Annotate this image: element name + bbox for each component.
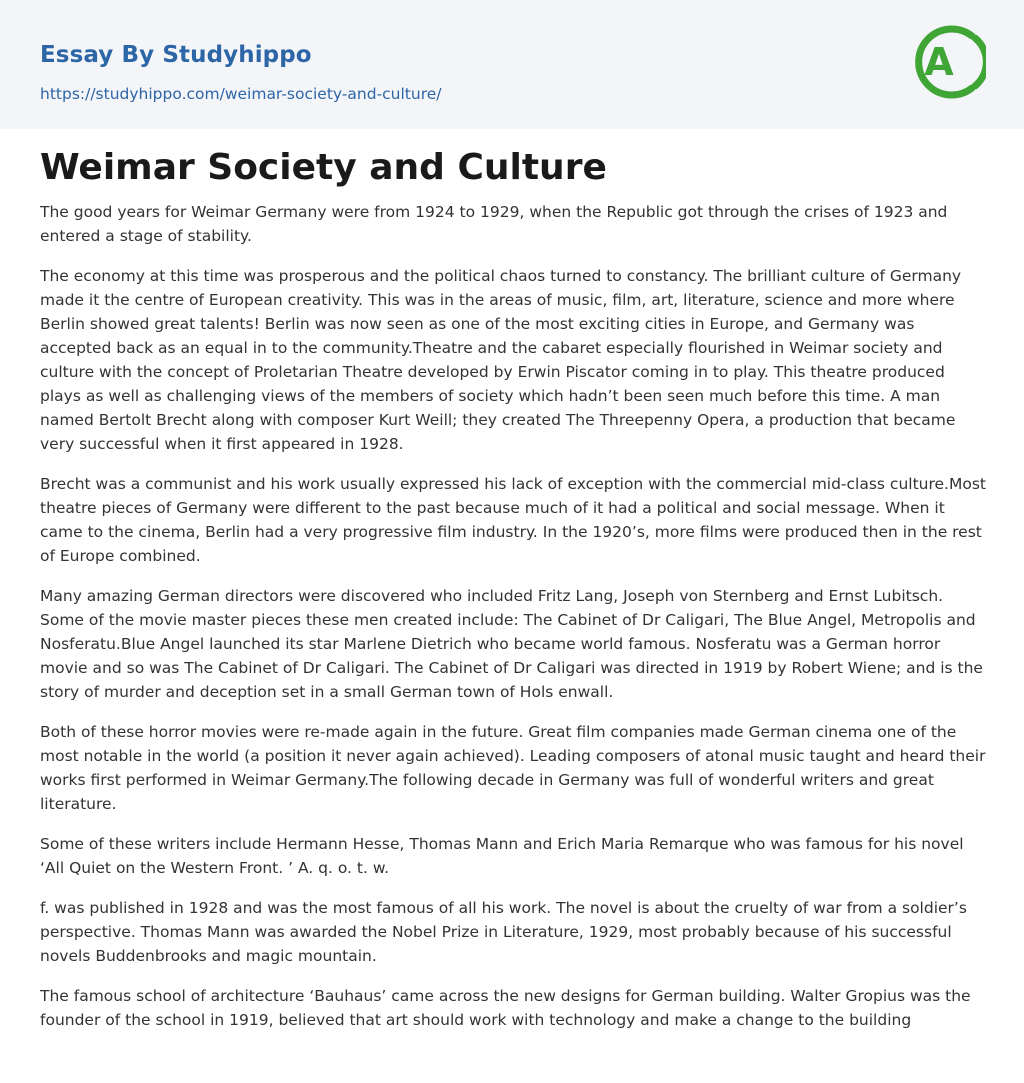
site-header	[0, 0, 1024, 129]
paragraph: The good years for Weimar Germany were from 1924 to 1929, when the Republic got through the crises of 1923 and entered a stage of stability.	[40, 203, 948, 245]
studyhippo-logo-icon[interactable]	[912, 18, 986, 106]
paragraph: The economy at this time was prosperous and the political chaos turned to constancy. The brilliant culture of Germany made it the centre of European creativity. This was in the areas of music, film, art, literature, science and more where Berlin showed great talents! Berlin was now seen as one of the most exciting cities in Europe, and Germany was accepted back as an equal in to the community.Theatre and the cabaret especially flourished in Weimar society and culture with the concept of Proletarian Theatre developed by Erwin Piscator coming in to play. This theatre produced plays as well as challenging views of the members of society which hadn’t been seen much before this time. A man named Bertolt Brecht along with composer Kurt Weill; they created The Threepenny Opera, a production that became very successful when it first appeared in 1928.	[40, 267, 962, 453]
logo-letter: A	[924, 40, 954, 84]
paragraph: Both of these horror movies were re-made again in the future. Great film companies made German cinema one of the most notable in the world (a position it never again achieved). Leading composers of atonal music taught and heard their works first performed in Weimar Germany.The following decade in Germany was full of wonderful writers and great literature.	[40, 723, 986, 813]
essay-url-link[interactable]: https://studyhippo.com/weimar-society-and-culture/	[40, 85, 442, 103]
page-title: Weimar Society and Culture	[40, 147, 607, 188]
brand-title[interactable]: Essay By Studyhippo	[40, 42, 312, 68]
paragraph: f. was published in 1928 and was the most famous of all his work. The novel is about the cruelty of war from a soldier’s perspective. Thomas Mann was awarded the Nobel Prize in Literature, 1929, most probably because of his successful novels Buddenbrooks and magic mountain.	[40, 899, 967, 965]
paragraph: Many amazing German directors were discovered who included Fritz Lang, Joseph von Sternberg and Ernst Lubitsch. Some of the movie master pieces these men created include: The Cabinet of Dr Caligari, The Blue Angel, Metropolis and Nosferatu.Blue Angel launched its star Marlene Dietrich who became world famous. Nosferatu was a German horror movie and so was The Cabinet of Dr Caligari. The Cabinet of Dr Caligari was directed in 1919 by Robert Wiene; and is the story of murder and deception set in a small German town of Hols enwall.	[40, 587, 983, 701]
paragraph: Brecht was a communist and his work usually expressed his lack of exception with the commercial mid-class culture.Most theatre pieces of Germany were different to the past because much of it had a political and social message. When it came to the cinema, Berlin had a very progressive film industry. In the 1920’s, more films were produced then in the rest of Europe combined.	[40, 475, 986, 565]
paragraph: The famous school of architecture ‘Bauhaus’ came across the new designs for German building. Walter Gropius was the founder of the school in 1919, believed that art should work with technology and make a change to the building	[40, 987, 971, 1029]
article	[40, 146, 988, 1048]
paragraph: Some of these writers include Hermann Hesse, Thomas Mann and Erich Maria Remarque who was famous for his novel ‘All Quiet on the Western Front. ’ A. q. o. t. w.	[40, 835, 964, 877]
